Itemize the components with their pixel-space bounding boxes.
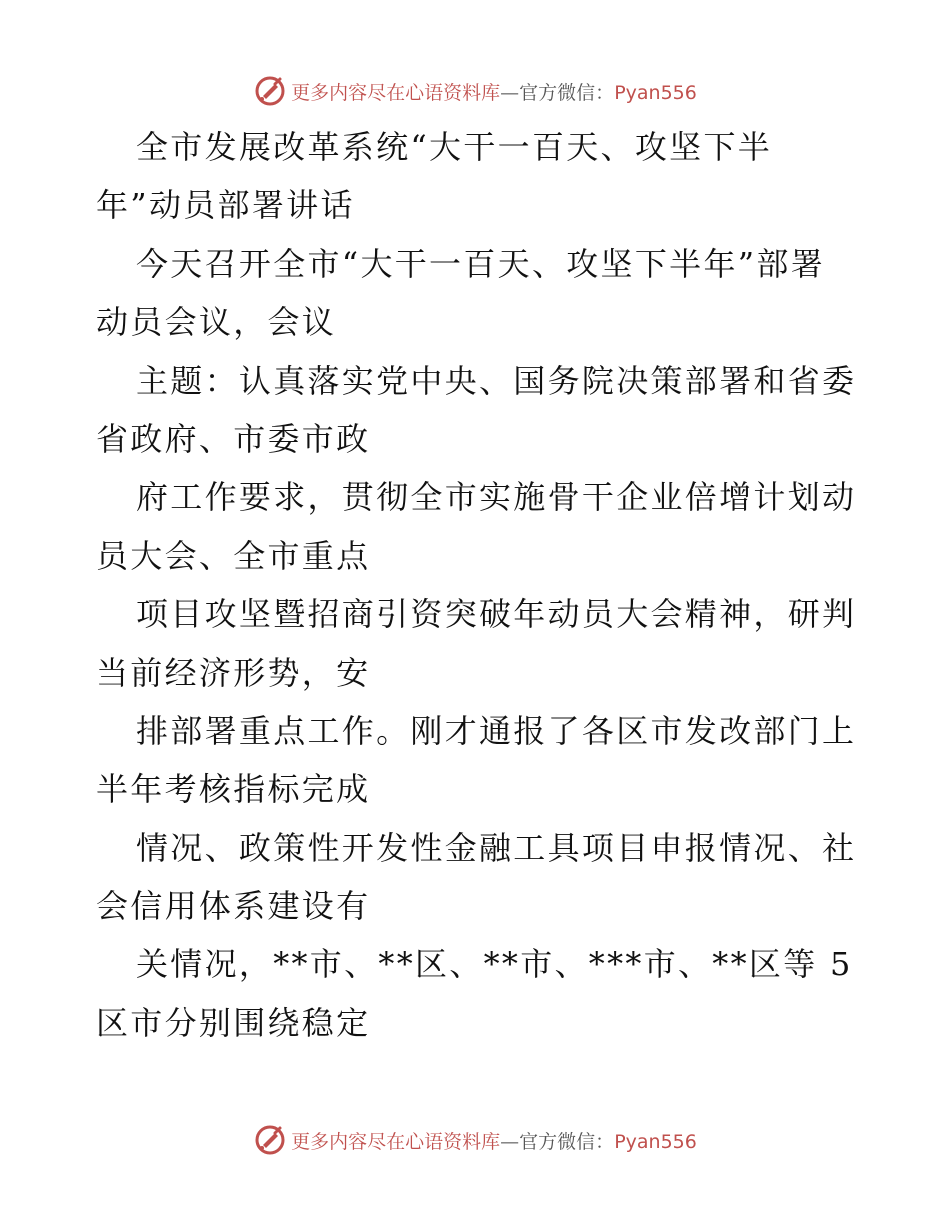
brand-logo-icon [253, 1123, 287, 1157]
doc-line: 情况、政策性开发性金融工具项目申报情况、社 [136, 828, 857, 867]
doc-title-line-1: 全市发展改革系统“大干一百天、攻坚下半 [136, 128, 773, 166]
header-banner-label: 官方微信： [519, 81, 615, 104]
footer-watermark-banner [0, 1120, 950, 1160]
doc-title-line-2: 年”动员部署讲话 [96, 186, 355, 225]
footer-banner-separator: — [500, 1130, 520, 1153]
footer-banner-label: 官方微信： [519, 1130, 615, 1153]
footer-banner-title: 更多内容尽在心语资料库 [291, 1130, 501, 1153]
doc-line: 关情况，**市、**区、**市、***市、**区等 5 [136, 945, 853, 984]
header-banner-text [291, 78, 697, 105]
doc-line: 排部署重点工作。刚才通报了各区市发改部门上 [136, 711, 857, 750]
doc-line: 项目攻坚暨招商引资突破年动员大会精神，研判 [136, 595, 857, 634]
doc-line: 半年考核指标完成 [96, 770, 371, 809]
document-body [96, 118, 856, 1052]
brand-logo-icon [253, 74, 287, 108]
header-banner-title: 更多内容尽在心语资料库 [291, 81, 501, 104]
doc-line: 府工作要求，贯彻全市实施骨干企业倍增计划动 [136, 478, 857, 517]
header-banner-separator: — [500, 81, 520, 104]
doc-line: 今天召开全市“大干一百天、攻坚下半年”部署 [136, 244, 826, 283]
doc-line: 主题：认真落实党中央、国务院决策部署和省委 [136, 361, 857, 400]
doc-line: 会信用体系建设有 [96, 887, 371, 926]
doc-line: 动员会议，会议 [96, 303, 337, 342]
header-banner-account: Pyan556 [614, 81, 697, 104]
doc-line: 当前经济形势，安 [96, 653, 371, 692]
doc-line: 员大会、全市重点 [96, 536, 371, 575]
footer-banner-account: Pyan556 [614, 1130, 697, 1153]
header-watermark-banner [0, 71, 950, 111]
doc-line: 省政府、市委市政 [96, 419, 371, 458]
doc-line: 区市分别围绕稳定 [96, 1003, 371, 1042]
footer-banner-text [291, 1127, 697, 1154]
